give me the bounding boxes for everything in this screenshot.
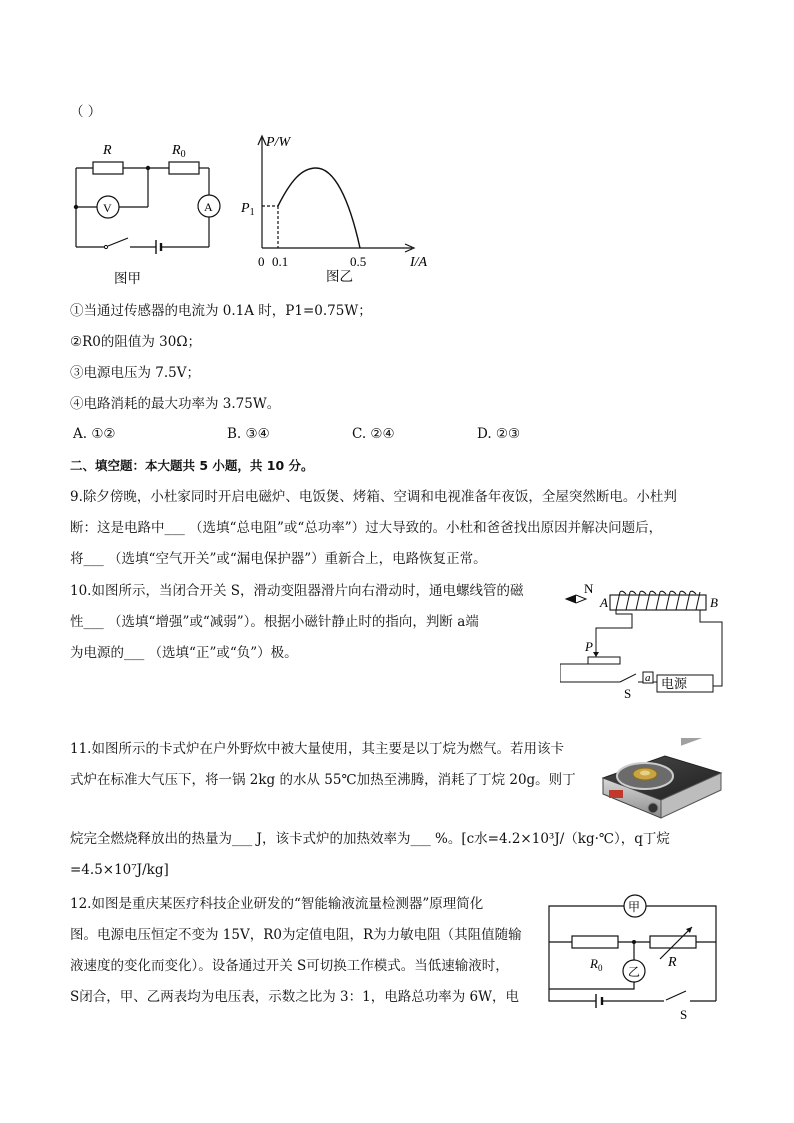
switch [108,238,128,246]
q10-line-2: 性___ （选填“增强”或“减弱”）。根据小磁针静止时的指向，判断 a端 [70,614,479,630]
tick-0.5: 0.5 [350,254,367,269]
svg-text:S: S [624,686,632,701]
section-heading: 二、填空题：本大题共 5 小题，共 10 分。 [70,458,314,473]
power-curve [278,168,360,248]
gas-stove-picture [595,738,725,823]
svg-text:A: A [600,595,608,610]
y-axis-label: P/W [266,135,291,150]
caption-yi: 图乙 [326,269,353,285]
q12-circuit-figure [544,893,724,1021]
q12-line-3: 液速度的变化而变化）。设备通过开关 S可切换工作模式。当低速输液时， [70,958,509,974]
statement-4: ④电路消耗的最大功率为 3.75W。 [70,396,281,412]
q9-line-3: 将___ （选填“空气开关”或“漏电保护器”）重新合上，电路恢复正常。 [70,551,487,567]
voltmeter-label: V [103,201,112,215]
svg-text:P1: $P_1$ [241,201,255,218]
svg-text:甲: 甲 [628,900,641,914]
svg-text:N: N [584,581,594,596]
switch-S [666,991,686,1000]
svg-text:S: S [680,1007,688,1021]
q9-line-1: 9.除夕傍晚，小杜家同时开启电磁炉、电饭煲、烤箱、空调和电视准备年夜饭，全屋突然断电。小杜判 [70,489,677,505]
q8-answer-bracket: （ ） [70,104,102,120]
q8-power-current-graph [236,128,446,288]
q11-line-1: 11.如图所示的卡式炉在户外野炊中被大量使用，其主要是以丁烷为燃气。若用该卡 [70,741,564,757]
q10-line-3: 为电源的___ （选填“正”或“负”）极。 [70,645,298,661]
svg-text:R0: $R_0$ [172,143,186,160]
option-b[interactable]: B. ③④ [227,426,270,442]
p1-label: P [241,201,250,216]
q12-line-1: 12.如图是重庆某医疗科技企业研发的“智能输液流量检测器”原理简化 [70,896,484,912]
statement-2: ②R0的阻值为 30Ω； [70,334,202,350]
q11-line-3: 烷完全燃烧释放出的热量为___ J，该卡式炉的加热效率为___ %。[c水=4.2×10³J/（kg·℃），q丁烷 [70,831,670,847]
q11-line-2: 式炉在标准大气压下，将一锅 2kg 的水从 55℃加热至沸腾，消耗了丁烷 20g。则丁 [70,772,576,788]
q10-line-1: 10.如图所示，当闭合开关 S，滑动变阻器滑片向右滑动时，通电螺线管的磁 [70,583,524,599]
label-R0: R [172,143,181,158]
svg-text:P: P [585,639,593,654]
resistor-R0 [572,936,618,948]
svg-text:乙: 乙 [628,965,641,979]
option-a[interactable]: A. ①② [73,426,116,442]
q12-line-4: S闭合，甲、乙两表均为电压表，示数之比为 3：1，电路总功率为 6W，电 [70,989,519,1005]
svg-text:B: B [710,595,718,610]
statement-3: ③电源电压为 7.5V； [70,365,201,381]
tick-0.1: 0.1 [272,254,289,269]
q10-solenoid-figure [560,580,735,702]
resistor-R0 [169,162,199,174]
q11-line-4: =4.5×10⁷J/kg] [70,862,169,878]
option-c[interactable]: C. ②④ [352,426,395,442]
svg-text:电源: 电源 [661,677,688,692]
tick-0: 0 [258,254,265,269]
q8-circuit-figure [66,135,226,290]
caption-jia: 图甲 [114,271,141,287]
resistor-R [93,162,123,174]
q12-line-2: 图。电源电压恒定不变为 15V，R0为定值电阻，R为力敏电阻（其阻值随输 [70,927,522,943]
svg-text:R: R [668,955,677,970]
rheostat [588,657,620,664]
x-axis-label: I/A [410,255,428,270]
q9-line-2: 断：这是电路中___ （选填“总电阻”或“总功率”）过大导致的。小杜和爸爸找出原因并解决问题后， [70,520,663,536]
statement-1: ①当通过传感器的电流为 0.1A 时，P1=0.75W； [70,303,372,319]
option-d[interactable]: D. ②③ [477,426,521,442]
svg-text:R0: $R_0$ [590,956,603,973]
label-R: R [103,143,112,158]
ammeter-label: A [204,200,213,214]
svg-text:a: a [645,672,651,684]
